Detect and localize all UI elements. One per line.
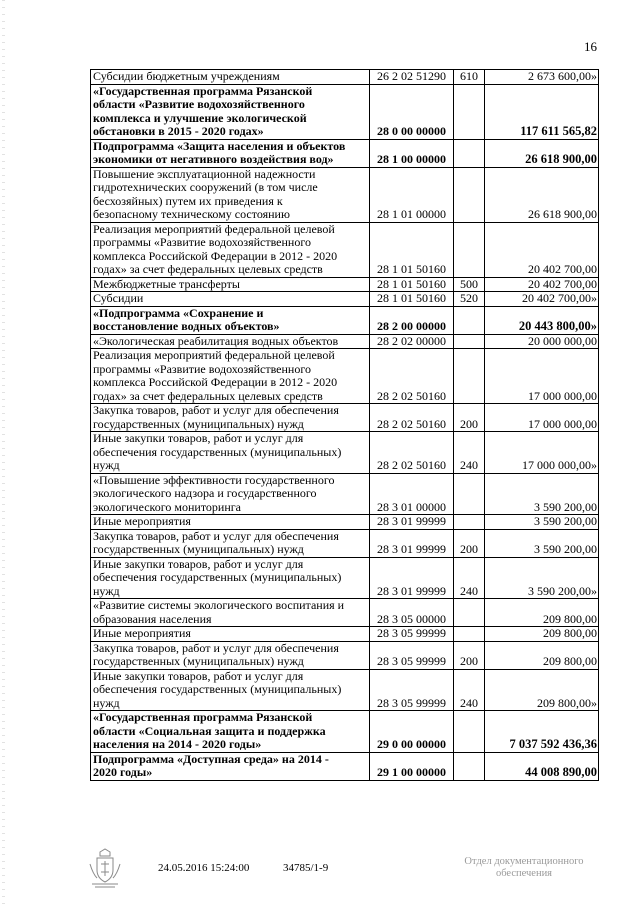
row-code-cell: 28 2 02 50160 [370, 349, 454, 404]
row-type-cell [454, 599, 485, 627]
row-name-cell [91, 292, 370, 307]
row-sum-cell: 20 402 700,00 [485, 222, 599, 277]
row-code-cell: 29 1 00 00000 [370, 752, 454, 780]
row-name-line: государственных (муниципальных) нужд [93, 542, 304, 556]
row-name-cell [91, 167, 370, 222]
row-type-cell [454, 222, 485, 277]
table-row [91, 711, 599, 753]
table-row [91, 292, 599, 307]
row-name-line: программы «Развитие водохозяйственного [93, 235, 311, 249]
row-name-line: бесхозяйных) путем их приведения к [93, 193, 283, 208]
row-name-line: годах» за счет федеральных целевых средств [93, 388, 323, 403]
row-type-cell: 200 [454, 641, 485, 669]
footer-timestamp: 24.05.2016 15:24:00 [158, 862, 250, 874]
row-name-line: «Государственная программа Рязанской [93, 84, 313, 98]
row-code-cell: 26 2 02 51290 [370, 70, 454, 85]
row-sum-cell: 7 037 592 436,36 [485, 711, 599, 753]
table-row [91, 222, 599, 277]
row-name-cell [91, 669, 370, 711]
row-name-line: годах» за счет федеральных целевых средств [93, 262, 323, 276]
table-row [91, 306, 599, 334]
row-name-line: Подпрограмма «Доступная среда» на 2014 - [93, 752, 329, 766]
row-name-cell [91, 711, 370, 753]
row-name-cell [91, 627, 370, 642]
table-row [91, 529, 599, 557]
row-type-cell: 240 [454, 557, 485, 599]
row-code-cell: 28 2 00 00000 [370, 306, 454, 334]
row-name-line: Межбюджетные трансферты [93, 277, 240, 291]
row-code-cell: 29 0 00 00000 [370, 711, 454, 753]
row-name-line: программы «Развитие водохозяйственного [93, 361, 311, 376]
row-code-cell: 28 3 05 99999 [370, 669, 454, 711]
row-name-cell [91, 529, 370, 557]
row-name-line: Иные закупки товаров, работ и услуг для [93, 557, 304, 571]
row-type-cell [454, 349, 485, 404]
row-sum-cell: 26 618 900,00 [485, 139, 599, 167]
row-sum-cell: 20 000 000,00 [485, 334, 599, 349]
row-name-line: Субсидии [93, 291, 144, 305]
row-name-line: обеспечения государственных (муниципальных) [93, 682, 342, 696]
row-type-cell [454, 711, 485, 753]
row-type-cell [454, 473, 485, 515]
row-code-cell: 28 2 02 50160 [370, 404, 454, 432]
table-row [91, 473, 599, 515]
row-type-cell: 200 [454, 529, 485, 557]
row-type-cell: 240 [454, 432, 485, 474]
row-name-line: Закупка товаров, работ и услуг для обеспечения [93, 403, 339, 417]
row-type-cell: 240 [454, 669, 485, 711]
row-code-cell: 28 2 02 00000 [370, 334, 454, 349]
row-name-line: «Повышение эффективности государственного [93, 473, 335, 487]
scan-margin-dots [2, 0, 5, 905]
row-type-cell [454, 306, 485, 334]
row-name-line: «Экологическая реабилитация водных объектов [93, 334, 339, 348]
row-name-line: Иные закупки товаров, работ и услуг для [93, 669, 304, 683]
row-type-cell [454, 139, 485, 167]
row-sum-cell: 44 008 890,00 [485, 752, 599, 780]
row-name-line: «Развитие системы экологического воспитания и [93, 598, 345, 612]
row-sum-cell: 209 800,00 [485, 627, 599, 642]
row-code-cell: 28 3 05 99999 [370, 641, 454, 669]
row-name-cell [91, 557, 370, 599]
row-name-line: экологического мониторинга [93, 499, 241, 514]
row-type-cell [454, 515, 485, 530]
row-name-cell [91, 599, 370, 627]
row-sum-cell: 117 611 565,82 [485, 84, 599, 139]
row-type-cell: 200 [454, 404, 485, 432]
row-code-cell: 28 1 00 00000 [370, 139, 454, 167]
row-sum-cell: 3 590 200,00 [485, 473, 599, 515]
table-row [91, 432, 599, 474]
table-row [91, 669, 599, 711]
row-type-cell [454, 334, 485, 349]
row-name-cell [91, 306, 370, 334]
row-name-line: экологического надзора и государственного [93, 486, 317, 500]
stamp-line: обеспечения [495, 868, 553, 879]
row-name-line: Реализация мероприятий федеральной целевой [93, 348, 335, 362]
row-sum-cell: 20 443 800,00» [485, 306, 599, 334]
row-sum-cell: 20 402 700,00 [485, 277, 599, 292]
row-type-cell: 610 [454, 70, 485, 85]
row-name-line: Закупка товаров, работ и услуг для обеспечения [93, 641, 339, 655]
row-name-line: Иные мероприятия [93, 514, 191, 528]
row-type-cell: 520 [454, 292, 485, 307]
table-row [91, 641, 599, 669]
row-name-cell [91, 432, 370, 474]
row-name-line: гидротехнических сооружений (в том числе [93, 180, 318, 194]
row-name-line: 2020 годы» [93, 765, 153, 779]
row-code-cell: 28 3 01 99999 [370, 557, 454, 599]
row-name-line: обеспечения государственных (муниципальных) [93, 444, 342, 459]
row-sum-cell: 20 402 700,00» [485, 292, 599, 307]
row-name-cell [91, 752, 370, 780]
row-name-cell [91, 473, 370, 515]
page-number: 16 [584, 39, 597, 54]
row-name-line: комплекса Российской Федерации в 2012 - 2020 [93, 375, 338, 389]
row-code-cell: 28 3 01 99999 [370, 529, 454, 557]
row-name-line: обеспечения государственных (муниципальных) [93, 570, 342, 584]
budget-table [90, 69, 599, 781]
table-row [91, 627, 599, 642]
row-name-cell [91, 70, 370, 85]
row-type-cell [454, 752, 485, 780]
row-name-line: нужд [93, 695, 120, 710]
row-name-line: восстановление водных объектов» [93, 319, 280, 333]
row-name-line: области «Социальная защита и поддержка [93, 723, 326, 738]
row-code-cell: 28 3 05 99999 [370, 627, 454, 642]
row-name-cell [91, 515, 370, 530]
row-name-line: Иные мероприятия [93, 626, 191, 640]
row-name-line: безопасному техническому состоянию [93, 207, 290, 221]
row-name-cell [91, 277, 370, 292]
table-row [91, 752, 599, 780]
row-sum-cell: 17 000 000,00» [485, 432, 599, 474]
row-name-line: «Подпрограмма «Сохранение и [93, 306, 264, 320]
table-row [91, 557, 599, 599]
table-row [91, 70, 599, 85]
row-name-line: нужд [93, 458, 120, 472]
coat-of-arms-icon [88, 848, 122, 888]
row-type-cell: 500 [454, 277, 485, 292]
row-name-line: нужд [93, 583, 120, 598]
row-sum-cell: 209 800,00» [485, 669, 599, 711]
row-name-line: Повышение эксплуатационной надежности [93, 167, 316, 181]
row-name-line: образования населения [93, 611, 212, 626]
row-code-cell: 28 1 01 00000 [370, 167, 454, 222]
row-name-line: Реализация мероприятий федеральной целевой [93, 222, 335, 236]
table-row [91, 349, 599, 404]
row-type-cell [454, 627, 485, 642]
row-name-cell [91, 349, 370, 404]
row-code-cell: 28 2 02 50160 [370, 432, 454, 474]
table-row [91, 84, 599, 139]
row-code-cell: 28 3 05 00000 [370, 599, 454, 627]
row-name-line: Иные закупки товаров, работ и услуг для [93, 431, 304, 445]
row-name-cell [91, 404, 370, 432]
row-name-line: государственных (муниципальных) нужд [93, 654, 304, 668]
row-name-line: Субсидии бюджетным учреждениям [93, 69, 280, 83]
row-code-cell: 28 0 00 00000 [370, 84, 454, 139]
table-row [91, 515, 599, 530]
row-name-line: «Государственная программа Рязанской [93, 710, 313, 724]
row-name-cell [91, 641, 370, 669]
row-code-cell: 28 1 01 50160 [370, 222, 454, 277]
row-name-line: области «Развитие водохозяйственного [93, 97, 305, 111]
row-name-line: экономики от негативного воздействия вод» [93, 152, 334, 166]
row-sum-cell: 3 590 200,00 [485, 529, 599, 557]
row-code-cell: 28 3 01 99999 [370, 515, 454, 530]
row-name-line: Закупка товаров, работ и услуг для обеспечения [93, 529, 339, 543]
row-name-cell [91, 139, 370, 167]
footer-doc-number: 34785/1-9 [283, 862, 329, 874]
row-sum-cell: 17 000 000,00 [485, 349, 599, 404]
row-name-cell [91, 334, 370, 349]
table-row [91, 277, 599, 292]
table-row [91, 599, 599, 627]
row-name-line: комплекса Российской Федерации в 2012 - 2020 [93, 248, 338, 263]
row-name-cell [91, 222, 370, 277]
row-sum-cell: 209 800,00 [485, 641, 599, 669]
row-type-cell [454, 84, 485, 139]
table-row [91, 334, 599, 349]
row-sum-cell: 17 000 000,00 [485, 404, 599, 432]
row-type-cell [454, 167, 485, 222]
row-name-line: обстановки в 2015 - 2020 годах» [93, 124, 264, 138]
row-sum-cell: 209 800,00 [485, 599, 599, 627]
stamp-line: Отдел документационного [464, 856, 584, 867]
row-code-cell: 28 1 01 50160 [370, 292, 454, 307]
row-name-line: комплекса и улучшение экологической [93, 110, 307, 125]
row-code-cell: 28 3 01 00000 [370, 473, 454, 515]
department-stamp [444, 856, 604, 880]
row-sum-cell: 26 618 900,00 [485, 167, 599, 222]
row-name-line: государственных (муниципальных) нужд [93, 416, 304, 431]
table-row [91, 404, 599, 432]
table-row [91, 167, 599, 222]
row-sum-cell: 2 673 600,00» [485, 70, 599, 85]
table-row [91, 139, 599, 167]
row-name-line: населения на 2014 - 2020 годы» [93, 737, 262, 751]
budget-table-body [91, 70, 599, 781]
row-sum-cell: 3 590 200,00 [485, 515, 599, 530]
row-name-cell [91, 84, 370, 139]
row-sum-cell: 3 590 200,00» [485, 557, 599, 599]
row-code-cell: 28 1 01 50160 [370, 277, 454, 292]
row-name-line: Подпрограмма «Защита населения и объектов [93, 139, 346, 153]
